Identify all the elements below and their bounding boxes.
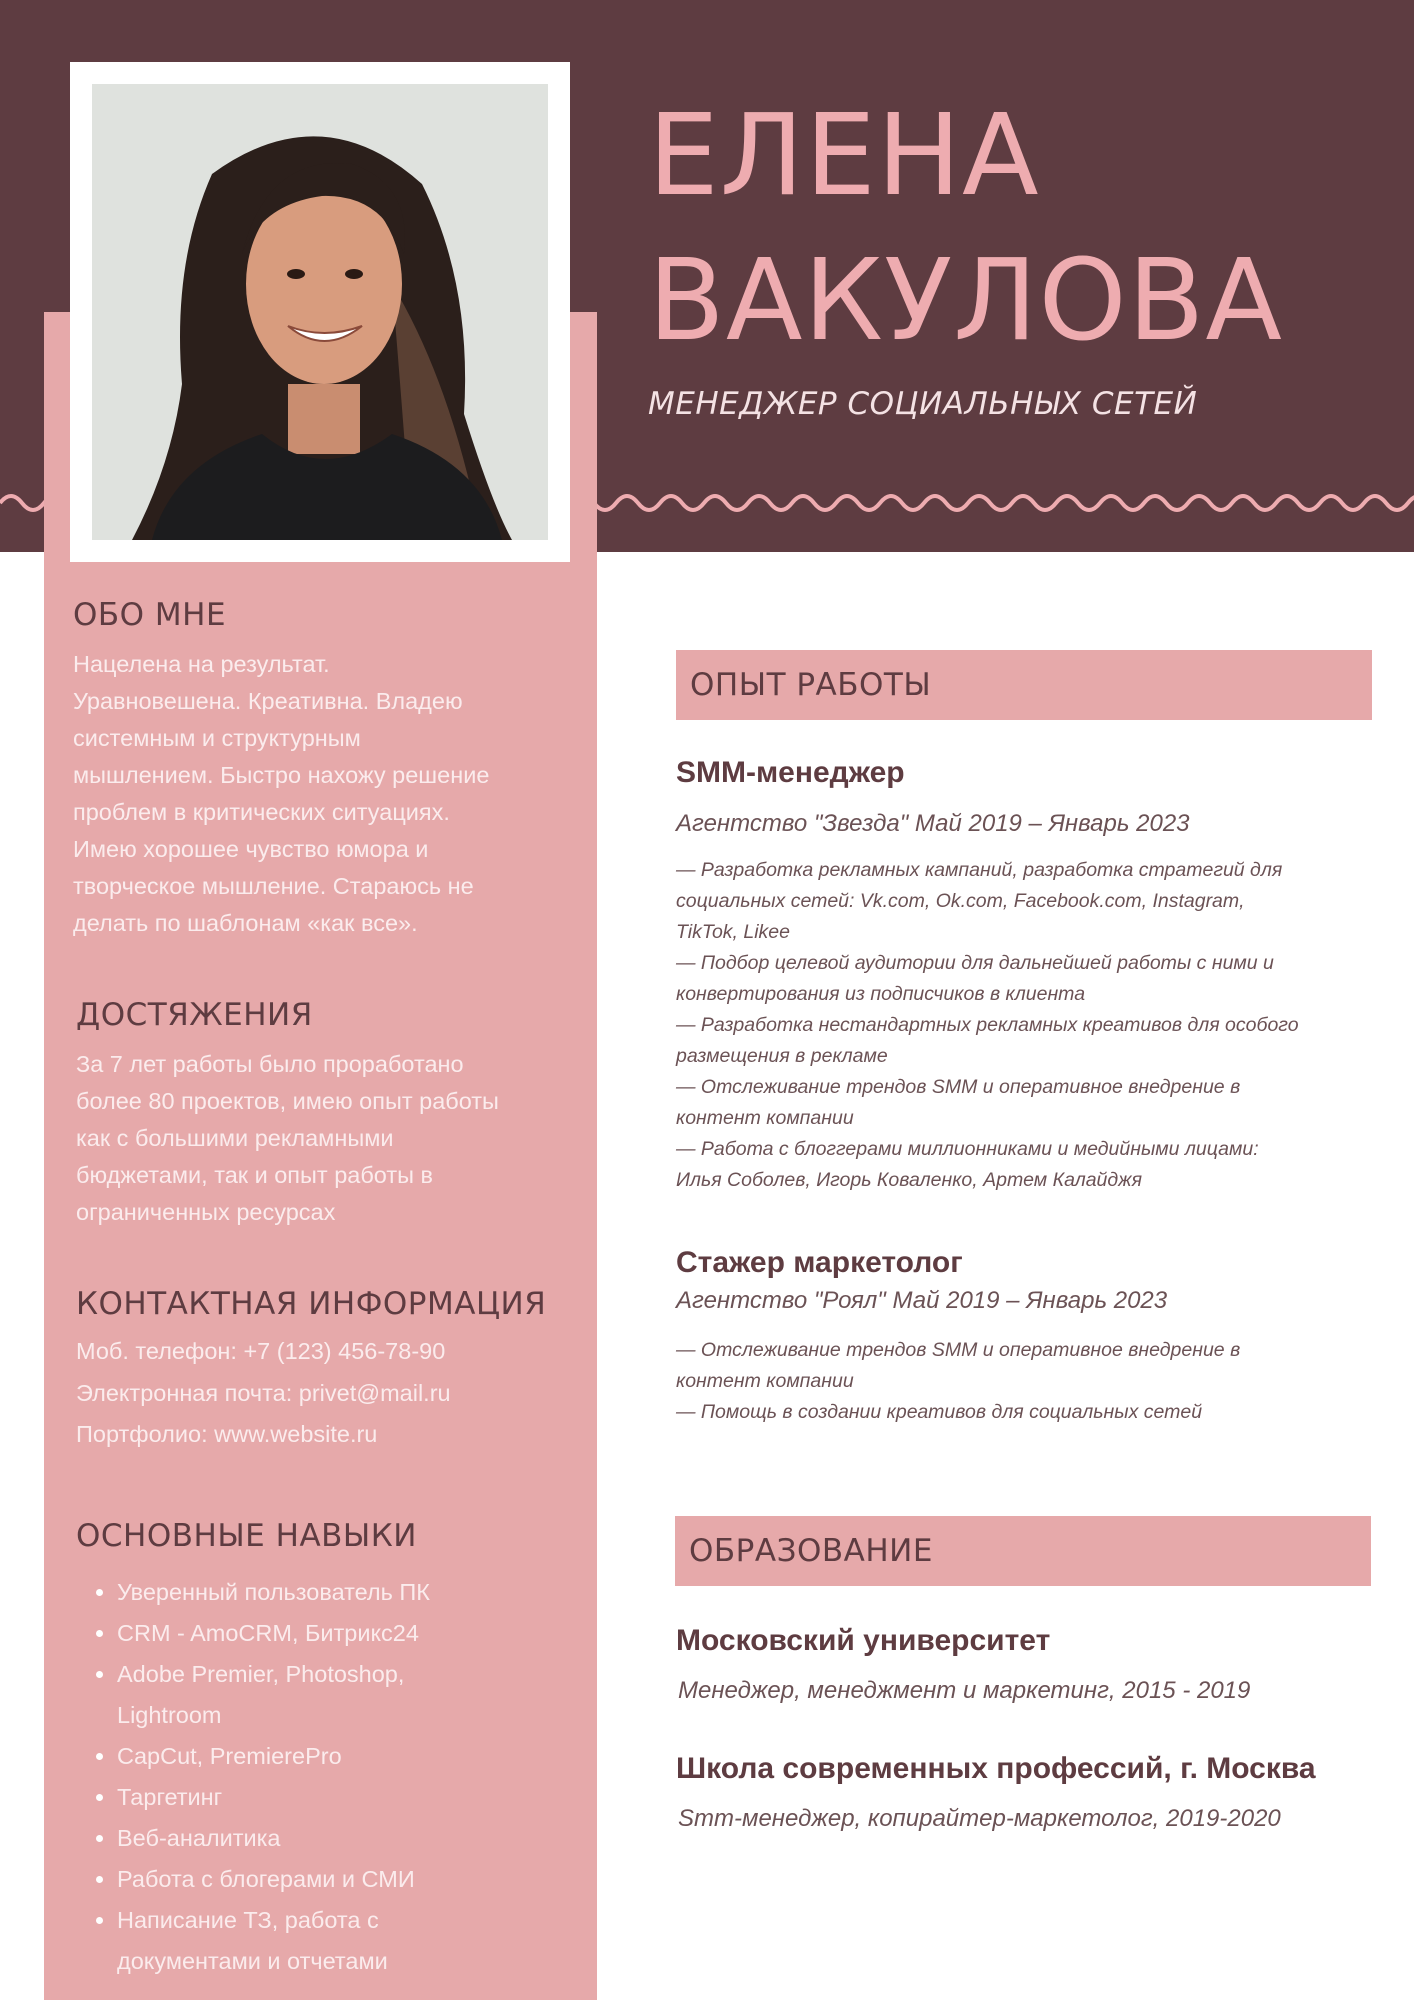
achievements-line: ограниченных ресурсах: [76, 1199, 336, 1225]
skill-item: CRM - AmoCRM, Битрикс24: [76, 1613, 576, 1654]
education-heading: ОБРАЗОВАНИЕ: [689, 1533, 933, 1569]
contact-phone[interactable]: Моб. телефон: +7 (123) 456-78-90: [76, 1338, 446, 1364]
about-line: Нацелена на результат.: [73, 651, 330, 677]
duty-line: — Отслеживание трендов SMM и оперативное внедрение в: [676, 1076, 1241, 1098]
skill-item: Уверенный пользователь ПК: [76, 1572, 576, 1613]
skill-item: Веб-аналитика: [76, 1818, 576, 1859]
about-line: мышлением. Быстро нахожу решение: [73, 762, 490, 788]
duty-line: — Разработка нестандартных рекламных креативов для особого: [676, 1014, 1299, 1036]
about-line: творческое мышление. Стараюсь не: [73, 873, 474, 899]
duty-line: конвертирования из подписчиков в клиента: [676, 983, 1086, 1005]
about-line: Уравновешена. Креативна. Владею: [73, 688, 463, 714]
education-school: Школа современных профессий, г. Москва: [676, 1752, 1316, 1785]
job-duties: [676, 855, 1376, 1196]
about-line: системным и структурным: [73, 725, 361, 751]
job-duties: [676, 1335, 1376, 1428]
skills-heading: ОСНОВНЫЕ НАВЫКИ: [76, 1518, 417, 1554]
skills-list: [76, 1572, 576, 1982]
achievements-line: бюджетами, так и опыт работы в: [76, 1162, 434, 1188]
duty-line: контент компании: [676, 1370, 854, 1392]
job-company: Агентство "Звезда" Май 2019 – Январь 2023: [676, 810, 1190, 837]
duty-line: Илья Соболев, Игорь Коваленко, Артем Калайджя: [676, 1169, 1143, 1191]
experience-heading: ОПЫТ РАБОТЫ: [690, 667, 932, 703]
about-line: делать по шаблонам «как все».: [73, 910, 418, 936]
last-name: ВАКУЛОВА: [648, 236, 1284, 366]
skill-item: CapCut, PremierePro: [76, 1736, 576, 1777]
skill-item: Таргетинг: [76, 1777, 576, 1818]
job-title: SMM-менеджер: [676, 756, 905, 789]
duty-line: — Помощь в создании креативов для социальных сетей: [676, 1401, 1203, 1423]
achievements-line: более 80 проектов, имею опыт работы: [76, 1088, 499, 1114]
job-title: Стажер маркетолог: [676, 1246, 963, 1279]
achievements-text: [76, 1046, 586, 1231]
duty-line: — Работа с блоггерами миллионниками и медийными лицами:: [676, 1138, 1259, 1160]
skill-item: Adobe Premier, Photoshop,: [76, 1654, 576, 1695]
duty-line: контент компании: [676, 1107, 854, 1129]
contact-email[interactable]: Электронная почта: privet@mail.ru: [76, 1380, 451, 1406]
skill-item-continued: Lightroom: [117, 1702, 222, 1728]
duty-line: размещения в рекламе: [676, 1045, 888, 1067]
duty-line: TikTok, Likee: [676, 921, 790, 943]
about-line: проблем в критических ситуациях.: [73, 799, 450, 825]
skill-item: Работа с блогерами и СМИ: [76, 1859, 576, 1900]
duty-line: — Подбор целевой аудитории для дальнейшей работы с ними и: [676, 952, 1274, 974]
experience-section-bar: [676, 650, 1372, 720]
contacts-heading: КОНТАКТНАЯ ИНФОРМАЦИЯ: [76, 1286, 547, 1322]
profile-photo: [92, 84, 548, 540]
duty-line: — Отслеживание трендов SMM и оперативное внедрение в: [676, 1339, 1241, 1361]
achievements-line: как с большими рекламными: [76, 1125, 394, 1151]
education-school: Московский университет: [676, 1624, 1051, 1657]
education-program: Менеджер, менеджмент и маркетинг, 2015 - 2019: [678, 1677, 1251, 1704]
achievements-line: За 7 лет работы было проработано: [76, 1051, 464, 1077]
first-name: ЕЛЕНА: [648, 91, 1040, 221]
about-line: Имею хорошее чувство юмора и: [73, 836, 429, 862]
skill-item-continued: документами и отчетами: [117, 1948, 388, 1974]
contact-portfolio[interactable]: Портфолио: www.website.ru: [76, 1421, 378, 1447]
about-heading: ОБО МНЕ: [73, 597, 227, 633]
about-text: [73, 646, 583, 942]
job-position: МЕНЕДЖЕР СОЦИАЛЬНЫХ СЕТЕЙ: [648, 386, 1198, 422]
education-section-bar: [675, 1516, 1371, 1586]
job-company: Агентство "Роял" Май 2019 – Январь 2023: [676, 1287, 1168, 1314]
achievements-heading: ДОСТЯЖЕНИЯ: [76, 997, 313, 1033]
education-program: Smm-менеджер, копирайтер-маркетолог, 2019-2020: [678, 1805, 1281, 1832]
duty-line: социальных сетей: Vk.com, Ok.com, Facebook.com, Instagram,: [676, 890, 1245, 912]
skill-item: Написание ТЗ, работа с: [76, 1900, 576, 1941]
photo-frame: [70, 62, 570, 562]
duty-line: — Разработка рекламных кампаний, разработка стратегий для: [676, 859, 1283, 881]
